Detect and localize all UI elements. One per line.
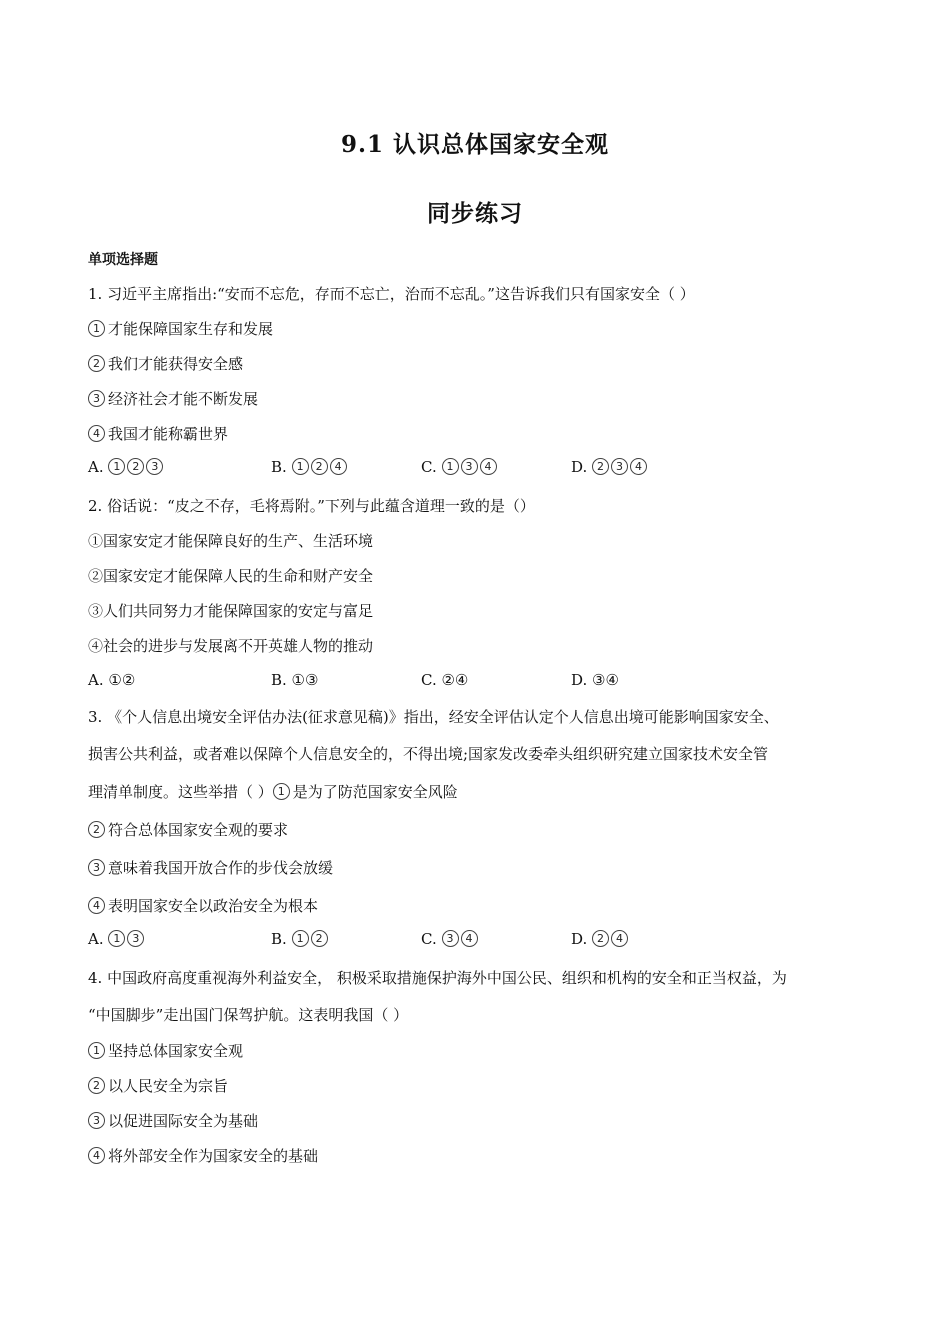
q3-item-2: 2 符合总体国家安全观的要求: [88, 820, 878, 840]
q3-item-3: 3 意味着我国开放合作的步伐会放缓: [88, 858, 878, 878]
circled-number-icon: 3: [88, 390, 105, 407]
q3-choices: [88, 930, 878, 952]
q2-item-2: ②国家安定才能保障人民的生命和财产安全: [88, 567, 374, 585]
doc-subtitle: 同步练习: [427, 200, 523, 227]
q1-item-2: 2 我们才能获得安全感: [88, 354, 878, 374]
q4-item-3: 3 以促进国际安全为基础: [88, 1111, 878, 1131]
circled-number-icon: 2: [88, 1077, 105, 1094]
q2-stem: 2. 俗话说：“皮之不存，毛将焉附。”下列与此蕴含道理一致的是（）: [88, 497, 535, 515]
q3-choice-d[interactable]: D. 2 4: [571, 930, 630, 948]
q1-item-3: 3 经济社会才能不断发展: [88, 389, 878, 409]
circled-number-icon: 1: [88, 320, 105, 337]
q1-choice-c[interactable]: C. 1 3 4: [421, 458, 499, 476]
q2-choice-d[interactable]: D. ③④: [571, 671, 619, 689]
q1-choice-b[interactable]: B. 1 2 4: [271, 458, 349, 476]
q2-choice-a[interactable]: A. ①②: [88, 671, 136, 689]
q3-choice-a[interactable]: A. 1 3: [88, 930, 146, 948]
q3-choice-b[interactable]: B. 1 2: [271, 930, 330, 948]
q4-stem-line-1: 4. 中国政府高度重视海外利益安全， 积极采取措施保护海外中国公民、组织和机构的安全和正当权益，为: [88, 969, 787, 987]
q4-item-2: 2 以人民安全为宗旨: [88, 1076, 878, 1096]
q2-choices: [88, 671, 878, 693]
q3-stem-line-3: 理清单制度。这些举措（ ） 1 是为了防范国家安全风险: [88, 783, 458, 801]
q1-item-1: 1 才能保障国家生存和发展: [88, 319, 878, 339]
circled-number-icon: 1: [273, 783, 290, 800]
q2-choice-b[interactable]: B. ①③: [271, 671, 319, 689]
circled-number-icon: 4: [88, 1147, 105, 1164]
q2-item-1: ①国家安定才能保障良好的生产、生活环境: [88, 532, 374, 550]
q1-choice-a[interactable]: A. 1 2 3: [88, 458, 165, 476]
circled-number-icon: 2: [88, 821, 105, 838]
circled-number-icon: 1: [88, 1042, 105, 1059]
q1-stem: 1. 习近平主席指出:“安而不忘危，存而不忘亡，治而不忘乱。”这告诉我们只有国家安全（ ）: [88, 285, 695, 303]
q1-choices: [88, 458, 878, 480]
circled-number-icon: 2: [88, 355, 105, 372]
circled-number-icon: 4: [88, 897, 105, 914]
q3-item-4: 4 表明国家安全以政治安全为根本: [88, 896, 878, 916]
circled-number-icon: 4: [88, 425, 105, 442]
circled-number-icon: 3: [88, 859, 105, 876]
q1-item-4: 4 我国才能称霸世界: [88, 424, 878, 444]
q4-item-4: 4 将外部安全作为国家安全的基础: [88, 1146, 878, 1166]
q3-choice-c[interactable]: C. 3 4: [421, 930, 480, 948]
q3-stem-line-1: 3. 《个人信息出境安全评估办法(征求意见稿)》指出，经安全评估认定个人信息出境可能影响国家安全、: [88, 708, 779, 726]
q2-choice-c[interactable]: C. ②④: [421, 671, 469, 689]
q2-item-3: ③人们共同努力才能保障国家的安定与富足: [88, 602, 374, 620]
q1-choice-d[interactable]: D. 2 3 4: [571, 458, 649, 476]
q4-stem-line-2: “中国脚步”走出国门保驾护航。这表明我国（ ）: [88, 1006, 409, 1024]
q2-item-4: ④社会的进步与发展离不开英雄人物的推动: [88, 637, 374, 655]
q4-item-1: 1 坚持总体国家安全观: [88, 1041, 878, 1061]
circled-number-icon: 3: [88, 1112, 105, 1129]
section-heading: 单项选择题: [88, 252, 158, 268]
doc-title: 9.1 认识总体国家安全观: [340, 131, 610, 158]
q3-stem-line-2: 损害公共利益，或者难以保障个人信息安全的，不得出境;国家发改委牵头组织研究建立国家技术安全管: [88, 745, 769, 763]
